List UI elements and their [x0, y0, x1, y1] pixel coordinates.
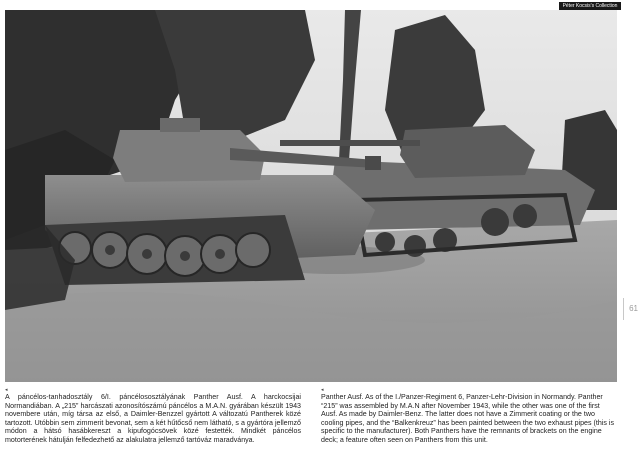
- photo-credit: Péter Kocsis's Collection: [559, 2, 621, 10]
- caption-english: [321, 388, 617, 450]
- page-number: 61: [623, 298, 638, 320]
- photo-tank-icon: [5, 10, 617, 382]
- tank-photo: [5, 10, 617, 382]
- caption-hungarian-text: A páncélos-tanhadosztály 6/I. páncélososztályának Panther Ausf. A harckocsijai Normandiában. A „215” harcászati azonosítószámú páncélos a M.A.N. gyárában készült 1943 novembere után, míg társa az első, a Daimler-Benzzel gyártott A változatú Pantherek közé tartozott. Utóbbin sem zimmerit bevonat, sem a két hűtőcső nem látható, s a gyártóra jellemző módon a hátsó hasábkereszt a kipufogócsövek közé festették. Mindkét páncélos motorterének hátulján felfedezhető az alakulatra jellemző tartóváz maradványa.: [5, 393, 301, 444]
- caption-marker-icon: ◂: [5, 387, 8, 393]
- caption-hungarian: [5, 388, 301, 450]
- caption-english-text: Panther Ausf. As of the I./Panzer-Regiment 6, Panzer-Lehr-Division in Normandy. Panther “215” was assembled by M.A.N after November 1943, while the other was one of the first Ausf. As made by Daimler-Benz. The latter does not have a Zimmerit coating or the two cooling pipes, and the “Balkenkreuz” has been painted between the two exhaust pipes (this is specific to the manufacturer). Both Panthers have the remnants of brackets on the engine deck; a feature often seen on Panthers from this unit.: [321, 393, 614, 444]
- caption-marker-icon: ◂: [321, 387, 324, 393]
